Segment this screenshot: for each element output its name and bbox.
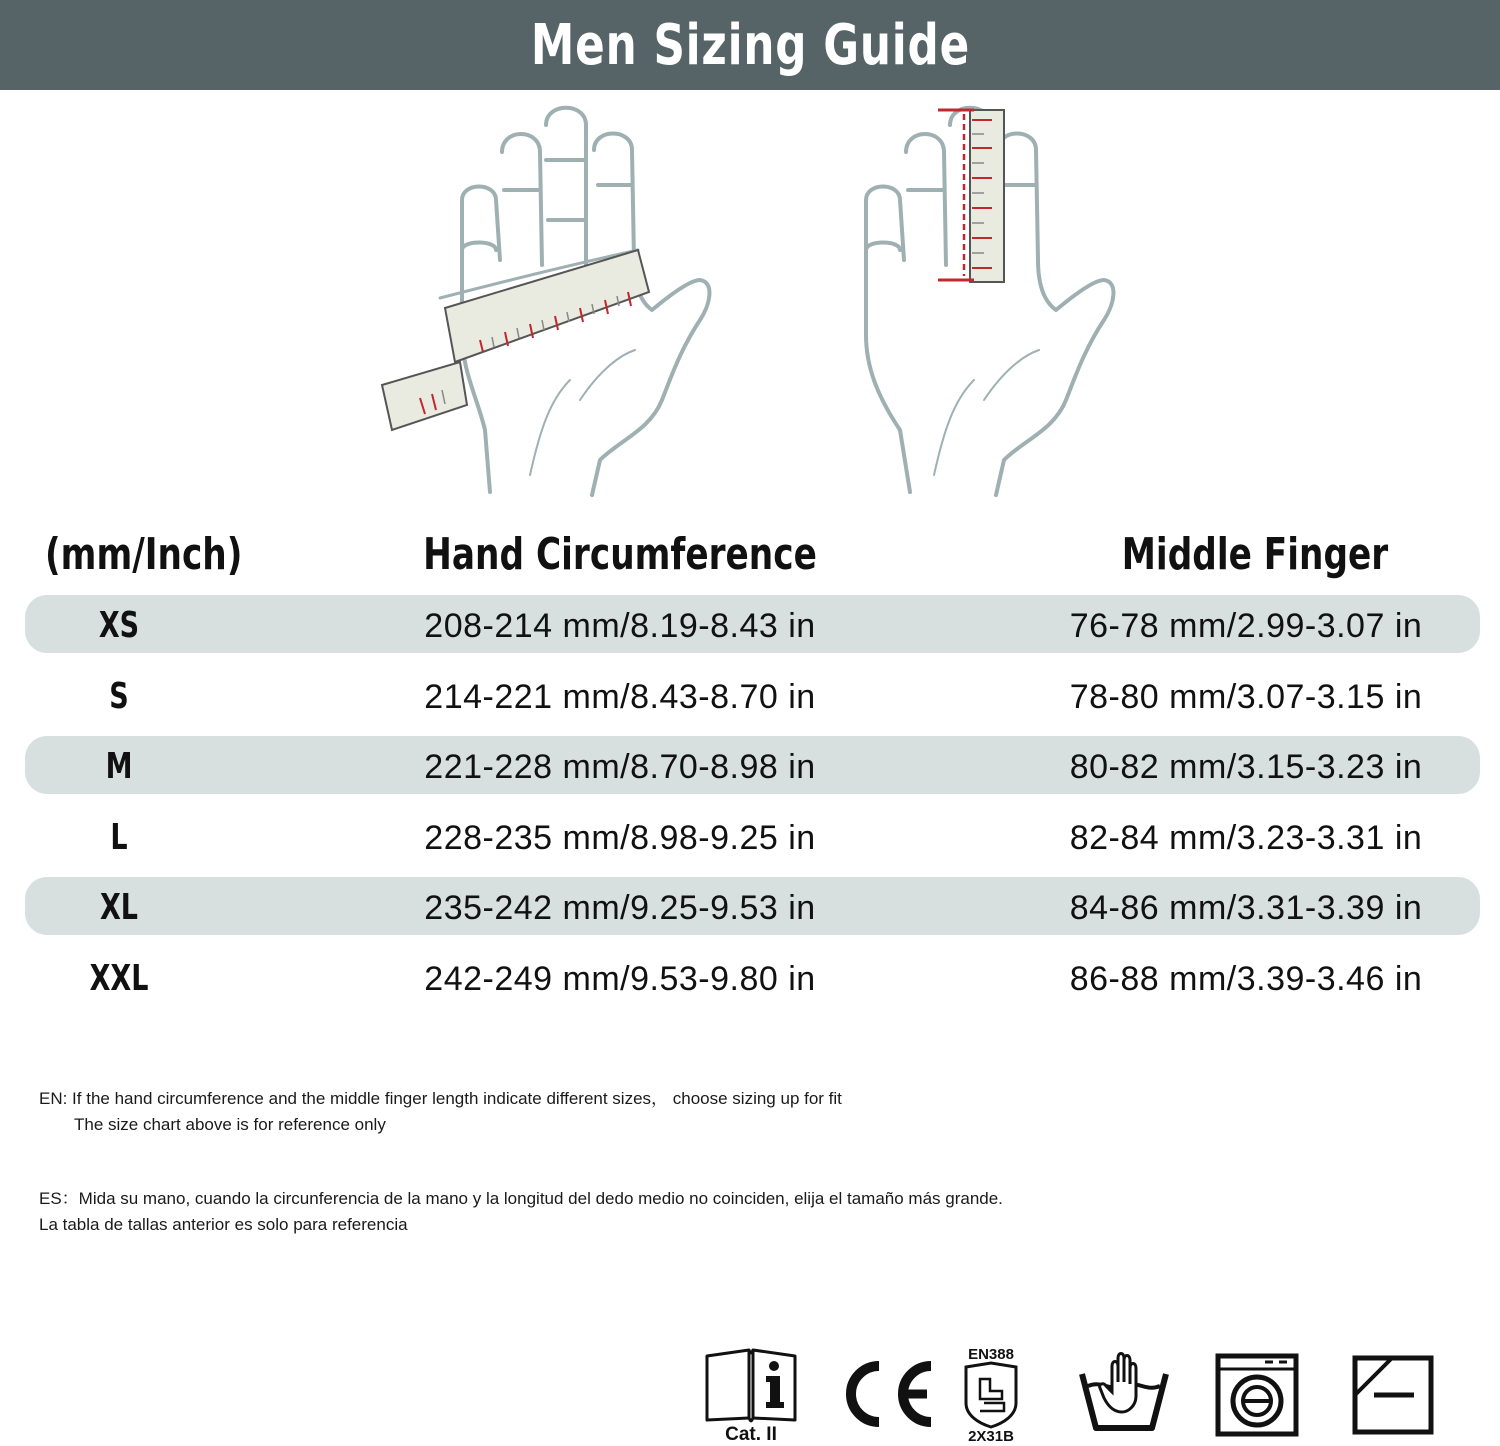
ce-mark-icon [833, 1358, 935, 1430]
en388-standard-label: EN388 [968, 1346, 1014, 1363]
finger-value: 76-78 mm/2.99-3.07 in [1069, 607, 1423, 645]
hand-value: 221-228 mm/8.70-8.98 in [424, 748, 816, 786]
size-label: XS [98, 605, 140, 646]
en388-shield-icon [958, 1343, 1024, 1443]
note-en-line1: EN: If the hand circumference and the middle finger length indicate different sizes， choose sizing up for fit [39, 1089, 842, 1108]
finger-value: 84-86 mm/3.31-3.39 in [1069, 889, 1423, 927]
size-label: XXL [89, 957, 149, 999]
hand-circumference-header: Hand Circumference [423, 529, 817, 580]
middle-finger-header: Middle Finger [1121, 529, 1389, 580]
finger-value: 86-88 mm/3.39-3.46 in [1069, 959, 1423, 998]
finger-value: 80-82 mm/3.15-3.23 in [1069, 748, 1423, 786]
hand-wash-icon [1078, 1352, 1170, 1434]
note-en-line2: The size chart above is for reference only [74, 1115, 386, 1134]
no-tumble-dry-icon [1352, 1355, 1434, 1435]
table-row [25, 666, 1480, 724]
hand-value: 214-221 mm/8.43-8.70 in [424, 677, 816, 716]
hand-value: 208-214 mm/8.19-8.43 in [424, 607, 816, 645]
note-spanish [39, 1186, 1003, 1238]
tape-measure [382, 250, 649, 430]
hand-value: 235-242 mm/9.25-9.53 in [424, 889, 816, 927]
hand-value: 242-249 mm/9.53-9.80 in [424, 959, 816, 998]
page-header [0, 0, 1500, 90]
table-row [25, 595, 1480, 653]
note-english [39, 1086, 842, 1138]
finger-value: 82-84 mm/3.23-3.31 in [1069, 818, 1423, 857]
read-manual-icon [703, 1346, 799, 1444]
table-row [25, 948, 1480, 1006]
table-row [25, 736, 1480, 794]
measurement-illustrations [370, 100, 1130, 500]
size-label: M [105, 746, 133, 787]
no-machine-wash-icon [1215, 1353, 1299, 1437]
note-es-line2: La tabla de tallas anterior es solo para referencia [39, 1215, 408, 1234]
size-label: L [110, 816, 128, 858]
units-header: (mm/Inch) [45, 529, 243, 580]
note-es-line1: ES：Mida su mano, cuando la circunferencia de la mano y la longitud del dedo medio no coinciden, elija el tamaño más grande. [39, 1189, 1003, 1208]
table-row [25, 807, 1480, 865]
hand-value: 228-235 mm/8.98-9.25 in [424, 818, 816, 857]
finger-value: 78-80 mm/3.07-3.15 in [1069, 677, 1423, 716]
manual-category-label: Cat. II [725, 1424, 777, 1444]
finger-ruler [938, 110, 1004, 282]
size-label: XL [99, 887, 139, 928]
page-title: Men Sizing Guide [530, 12, 970, 78]
en388-rating-label: 2X31B [968, 1428, 1014, 1443]
table-row [25, 877, 1480, 935]
size-label: S [109, 675, 129, 717]
size-table [25, 595, 1480, 1018]
